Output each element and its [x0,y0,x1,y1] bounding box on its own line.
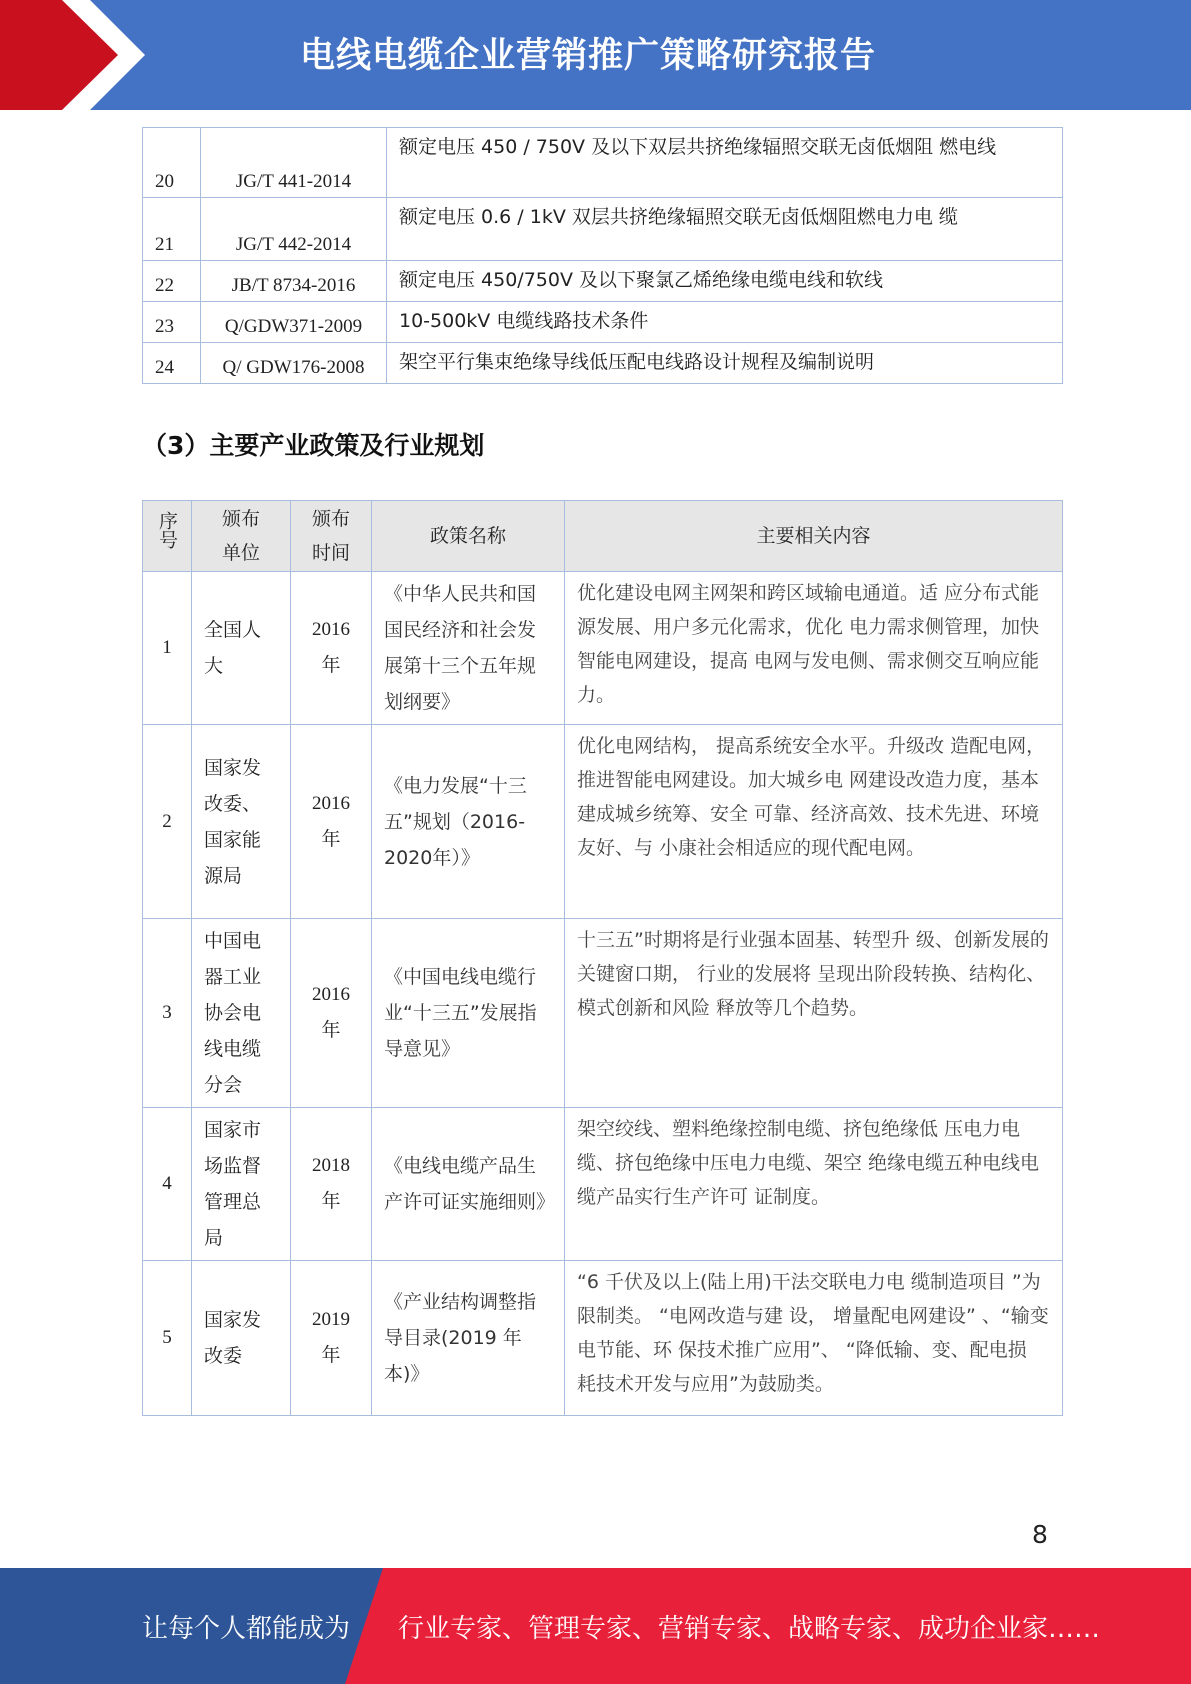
section-heading: （3）主要产业政策及行业规划 [142,431,485,460]
standard-code: Q/ GDW176-2008 [201,343,387,384]
header-no: 序号 [143,501,192,572]
table-row [143,343,1063,384]
standard-name: 10-500kV 电缆线路技术条件 [387,302,1063,343]
standard-name: 额定电压 0.6 / 1kV 双层共挤绝缘辐照交联无卤低烟阻燃电力电 缆 [387,198,1063,261]
header-unit: 颁布单位 [192,501,291,572]
policy-content: 优化建设电网主网架和跨区域输电通道。适 应分布式能源发展、用户多元化需求，优化 电力需求侧管理，加快智能电网建设，提高 电网与发电侧、需求侧交互响应能力。 [565,572,1063,725]
policy-name: 《产业结构调整指导目录(2019 年本)》 [372,1261,565,1416]
report-title: 电线电缆企业营销推广策略研究报告 [300,36,877,76]
row-number: 3 [143,919,192,1108]
policy-table [142,500,1063,1416]
policy-content: “6 千伏及以上(陆上用)干法交联电力电 缆制造项目 ”为限制类。 “电网改造与建 设， 增量配电网建设” 、“输变电节能、环 保技术推广应用”、 “降低输、变、配电损 耗技术开发与应用”为鼓励类。 [565,1261,1063,1416]
policy-content: 优化电网结构， 提高系统安全水平。升级改 造配电网， 推进智能电网建设。加大城乡电 网建设改造力度，基本建成城乡统筹、安全 可靠、经济高效、技术先进、环境友好、与 小康社会相适应的现代配电网。 [565,725,1063,919]
row-number: 24 [143,343,201,384]
table-row [143,128,1063,198]
page-footer [0,1568,1191,1684]
table-header-row [143,501,1063,572]
header-content: 主要相关内容 [565,501,1063,572]
policy-content: 架空绞线、塑料绝缘控制电缆、挤包绝缘低 压电力电缆、挤包绝缘中压电力电缆、架空 绝缘电缆五种电线电缆产品实行生产许可 证制度。 [565,1108,1063,1261]
issue-time: 2016年 [291,725,372,919]
row-number: 22 [143,261,201,302]
standards-table [142,127,1063,384]
table-row [143,198,1063,261]
issuing-unit: 全国人大 [192,572,291,725]
table-row [143,1108,1063,1261]
policy-name: 《电力发展“十三五”规划（2016-2020年）》 [372,725,565,919]
page-header [0,0,1191,110]
standard-name: 额定电压 450 / 750V 及以下双层共挤绝缘辐照交联无卤低烟阻 燃电线 [387,128,1063,198]
standard-code: JB/T 8734-2016 [201,261,387,302]
row-number: 2 [143,725,192,919]
table-row [143,572,1063,725]
issue-time: 2018年 [291,1108,372,1261]
row-number: 5 [143,1261,192,1416]
issuing-unit: 国家发改委 [192,1261,291,1416]
standard-code: JG/T 441-2014 [201,128,387,198]
policy-name: 《中华人民共和国国民经济和社会发展第十三个五年规划纲要》 [372,572,565,725]
standard-code: Q/GDW371-2009 [201,302,387,343]
issuing-unit: 国家市场监督管理总局 [192,1108,291,1261]
policy-content: 十三五”时期将是行业强本固基、转型升 级、创新发展的关键窗口期， 行业的发展将 呈现出阶段转换、结构化、模式创新和风险 释放等几个趋势。 [565,919,1063,1108]
page-number: 8 [1032,1520,1048,1549]
table-row [143,1261,1063,1416]
issuing-unit: 中国电器工业协会电线电缆分会 [192,919,291,1108]
policy-name: 《中国电线电缆行业“十三五”发展指导意见》 [372,919,565,1108]
row-number: 21 [143,198,201,261]
row-number: 23 [143,302,201,343]
row-number: 4 [143,1108,192,1261]
row-number: 1 [143,572,192,725]
issue-time: 2016年 [291,572,372,725]
header-name: 政策名称 [372,501,565,572]
issue-time: 2019年 [291,1261,372,1416]
issuing-unit: 国家发改委、国家能源局 [192,725,291,919]
table-row [143,725,1063,919]
header-time: 颁布时间 [291,501,372,572]
standard-code: JG/T 442-2014 [201,198,387,261]
table-row [143,302,1063,343]
row-number: 20 [143,128,201,198]
footer-slogan-right: 行业专家、管理专家、营销专家、战略专家、成功企业家…… [398,1614,1101,1644]
standard-name: 架空平行集束绝缘导线低压配电线路设计规程及编制说明 [387,343,1063,384]
policy-name: 《电线电缆产品生产许可证实施细则》 [372,1108,565,1261]
footer-slogan-left: 让每个人都能成为 [142,1614,351,1644]
issue-time: 2016年 [291,919,372,1108]
standard-name: 额定电压 450/750V 及以下聚氯乙烯绝缘电缆电线和软线 [387,261,1063,302]
table-row [143,919,1063,1108]
table-row [143,261,1063,302]
